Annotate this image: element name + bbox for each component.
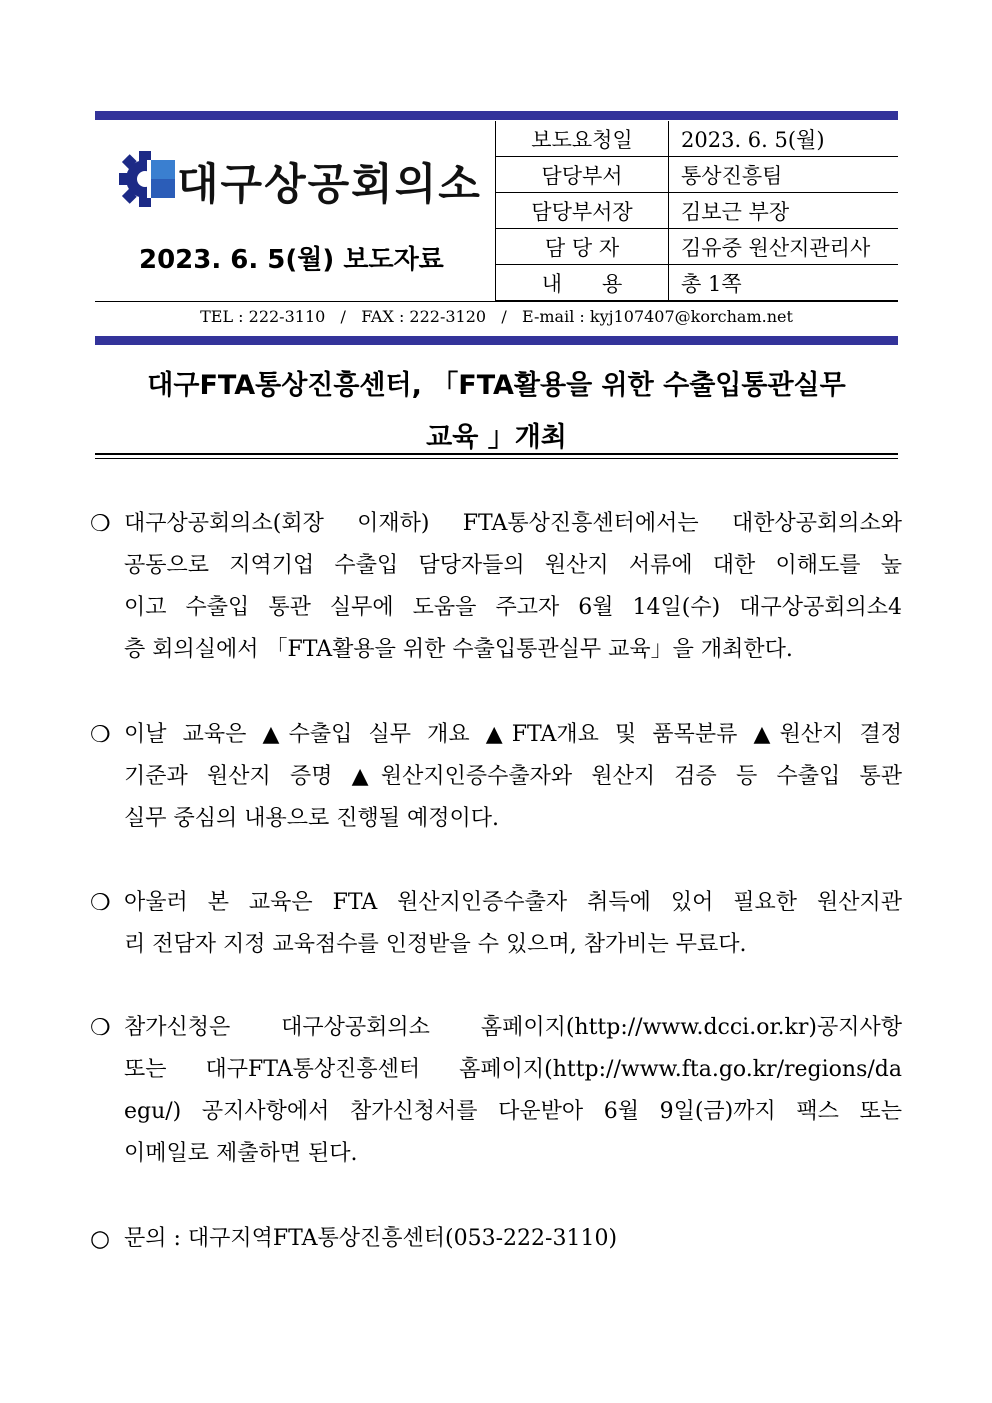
paragraph-5: [90, 1218, 902, 1260]
contact-line: TEL : 222-3110 / FAX : 222-3120 / E-mail : kyj107407@korcham.net: [200, 307, 793, 326]
org-logo: [117, 147, 482, 211]
bullet-icon: ○: [90, 1226, 111, 1252]
paragraph-line: 이고 수출입 통관 실무에 도움을 주고자 6월 14일(수) 대구상공회의소4: [124, 595, 902, 620]
paragraph-line: 참가신청은 대구상공회의소 홈페이지(http://www.dcci.or.kr)공지사항: [124, 1015, 902, 1040]
org-name: 대구상공회의소: [177, 160, 482, 210]
press-release-date: 2023. 6. 5(월) 보도자료: [139, 245, 444, 275]
info-row: [496, 265, 899, 301]
bullet-icon: ❍: [90, 511, 111, 537]
inquiry-line: 문의 : 대구지역FTA통상진흥센터(053-222-3110): [124, 1226, 618, 1251]
info-value: 통상진흥팀: [669, 157, 899, 193]
paragraph-line: 공동으로 지역기업 수출입 담당자들의 원산지 서류에 대한 이해도를 높: [124, 553, 902, 578]
info-value: 김보근 부장: [669, 193, 899, 229]
info-value: 김유중 원산지관리사: [669, 229, 899, 265]
paragraph-line: 층 회의실에서 「FTA활용을 위한 수출입통관실무 교육」을 개최한다.: [124, 637, 793, 662]
press-header: [95, 121, 898, 302]
header-divider: [95, 301, 898, 302]
info-value: 총 1쪽: [669, 265, 899, 301]
info-label: 내 용: [496, 265, 669, 301]
info-label: 담당부서: [496, 157, 669, 193]
top-accent-bar: [95, 111, 898, 120]
info-row: [496, 229, 899, 265]
info-row: [496, 193, 899, 229]
info-table: [495, 121, 898, 301]
paragraph-line: 아울러 본 교육은 FTA 원산지인증수출자 취득에 있어 필요한 원산지관: [124, 890, 902, 915]
title-underline-thin: [95, 458, 898, 459]
title-underline: [95, 453, 898, 455]
paragraph-2: [90, 714, 902, 840]
paragraph-4: [90, 1007, 902, 1175]
paragraph-line: 이날 교육은 ▲수출입 실무 개요 ▲FTA개요 및 품목분류 ▲원산지 결정: [124, 722, 902, 747]
paragraph-line: 실무 중심의 내용으로 진행될 예정이다.: [124, 806, 499, 831]
info-label: 담 당 자: [496, 229, 669, 265]
paragraph-line: 또는 대구FTA통상진흥센터 홈페이지(http://www.fta.go.kr/regions/da: [124, 1057, 902, 1082]
bullet-icon: ❍: [90, 890, 111, 916]
info-row: [496, 157, 899, 193]
title-line-2: 교육 」개최: [426, 422, 567, 453]
paragraph-line: 기준과 원산지 증명 ▲원산지인증수출자와 원산지 검증 등 수출입 통관: [124, 764, 902, 789]
paragraph-line: egu/) 공지사항에서 참가신청서를 다운받아 6월 9일(금)까지 팩스 또는: [124, 1099, 902, 1124]
paragraph-3: [90, 882, 902, 966]
paragraph-line: 대구상공회의소(회장 이재하) FTA통상진흥센터에서는 대한상공회의소와: [124, 511, 902, 536]
gear-logo-icon: [117, 149, 175, 209]
bullet-icon: ❍: [90, 722, 111, 748]
info-label: 담당부서장: [496, 193, 669, 229]
paragraph-line: 이메일로 제출하면 된다.: [124, 1141, 358, 1166]
bullet-icon: ❍: [90, 1015, 111, 1041]
paragraph-1: [90, 503, 902, 671]
title-line-1: 대구FTA통상진흥센터, 「FTA활용을 위한 수출입통관실무: [147, 370, 846, 401]
paragraph-line: 리 전담자 지정 교육점수를 인정받을 수 있으며, 참가비는 무료다.: [124, 932, 747, 957]
info-label: 보도요청일: [496, 121, 669, 157]
press-title: [95, 360, 898, 464]
info-row: [496, 121, 899, 157]
info-value: 2023. 6. 5(월): [669, 121, 899, 157]
bottom-accent-bar: [95, 336, 898, 345]
